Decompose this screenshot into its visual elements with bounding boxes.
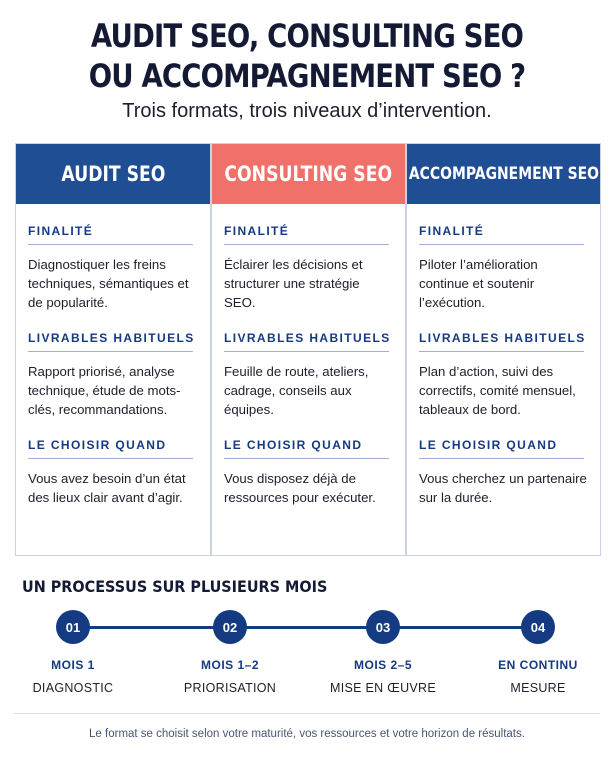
column-accompagnement-seo <box>406 143 601 556</box>
section-label-livrables: LIVRABLES HABITUELS <box>419 331 586 345</box>
step-period-4: EN CONTINU <box>498 658 578 672</box>
step-circle-2: 02 <box>213 610 247 644</box>
section-divider <box>28 351 193 352</box>
section-text-finalite: Éclairer les décisions et structurer une stratégie SEO. <box>224 257 363 310</box>
step-name-3: MISE EN ŒUVRE <box>330 681 436 695</box>
section-divider <box>224 244 389 245</box>
section-label-choisir: LE CHOISIR QUAND <box>419 438 558 452</box>
section-label-choisir: LE CHOISIR QUAND <box>28 438 167 452</box>
step-name-2: PRIORISATION <box>183 681 277 695</box>
step-name-1: DIAGNOSTIC <box>32 681 114 695</box>
section-text-choisir: Vous disposez déjà de ressources pour exécuter. <box>224 471 376 505</box>
section-text-livrables: Rapport priorisé, analyse technique, étude de mots-clés, recommandations. <box>28 364 181 417</box>
section-label-livrables: LIVRABLES HABITUELS <box>28 331 195 345</box>
section-label-finalite: FINALITÉ <box>224 224 290 238</box>
footer-divider <box>14 713 600 714</box>
section-label-finalite: FINALITÉ <box>28 224 94 238</box>
section-text-choisir: Vous avez besoin d’un état des lieux clair avant d’agir. <box>28 471 186 505</box>
section-text-livrables: Feuille de route, ateliers, cadrage, conseils aux équipes. <box>224 364 369 417</box>
column-heading: AUDIT SEO <box>16 144 210 204</box>
comparison-columns <box>15 143 601 556</box>
section-divider <box>224 351 389 352</box>
step-circle-1: 01 <box>56 610 90 644</box>
step-period-3: MOIS 2–5 <box>353 658 413 672</box>
timeline-line <box>74 626 538 629</box>
step-circle-4: 04 <box>521 610 555 644</box>
step-period-1: MOIS 1 <box>51 658 95 672</box>
column-consulting-seo <box>211 143 406 556</box>
section-text-choisir: Vous cherchez un partenaire sur la durée. <box>419 471 587 505</box>
section-divider <box>28 244 193 245</box>
section-divider <box>419 458 584 459</box>
section-divider <box>28 458 193 459</box>
column-heading: ACCOMPAGNEMENT SEO <box>407 144 600 204</box>
page-title-line-1: AUDIT SEO, CONSULTING SEO <box>90 17 524 55</box>
page-subtitle: Trois formats, trois niveaux d’intervention. <box>122 100 492 122</box>
column-audit-seo <box>15 143 211 556</box>
step-name-4: MESURE <box>510 681 566 695</box>
section-divider <box>419 351 584 352</box>
section-label-choisir: LE CHOISIR QUAND <box>224 438 363 452</box>
section-text-finalite: Diagnostiquer les freins techniques, sémantiques et de popularité. <box>28 257 189 310</box>
column-heading: CONSULTING SEO <box>212 144 405 204</box>
section-divider <box>419 244 584 245</box>
step-period-2: MOIS 1–2 <box>200 658 260 672</box>
section-label-livrables: LIVRABLES HABITUELS <box>224 331 391 345</box>
section-text-livrables: Plan d’action, suivi des correctifs, comité mensuel, tableaux de bord. <box>419 364 576 417</box>
section-divider <box>224 458 389 459</box>
page-title-line-2: OU ACCOMPAGNEMENT SEO ? <box>88 57 526 95</box>
section-label-finalite: FINALITÉ <box>419 224 485 238</box>
process-title: UN PROCESSUS SUR PLUSIEURS MOIS <box>22 577 328 596</box>
footer-note: Le format se choisit selon votre maturité, vos ressources et votre horizon de résultats. <box>89 728 525 740</box>
section-text-finalite: Piloter l’amélioration continue et soutenir l’exécution. <box>419 257 538 310</box>
step-circle-3: 03 <box>366 610 400 644</box>
page-title <box>43 16 571 96</box>
